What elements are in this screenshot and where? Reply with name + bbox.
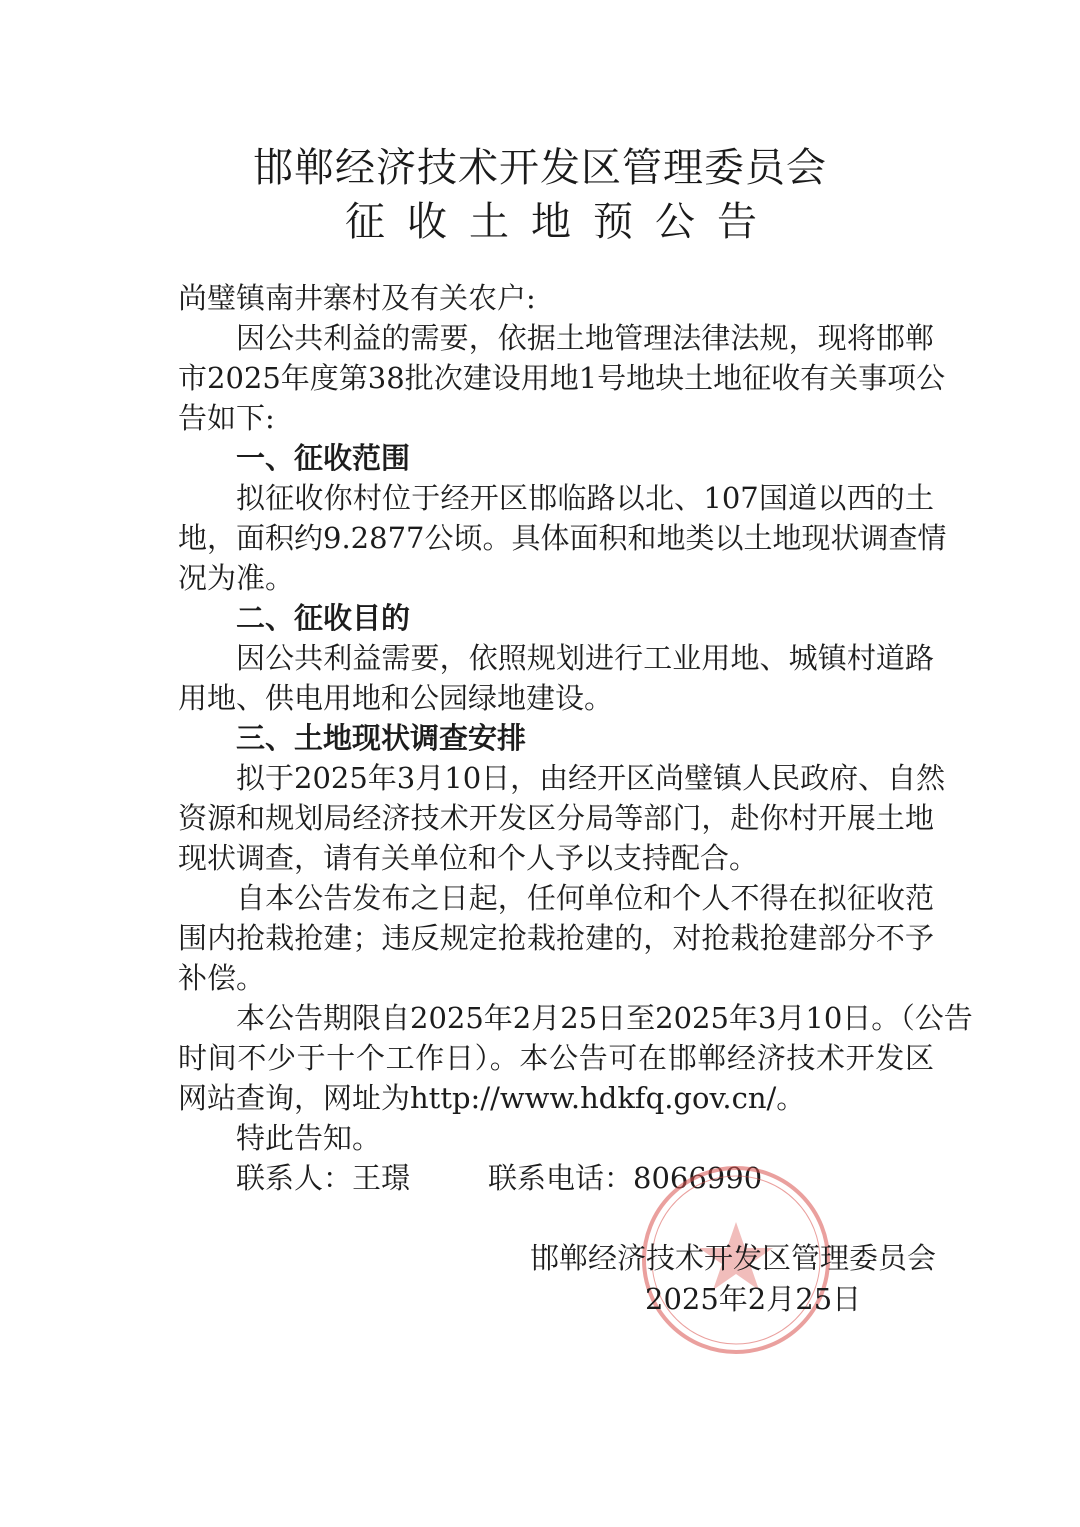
section2-line: 用地、供电用地和公园绿地建设。 [178,681,614,715]
closing-text: 特此告知。 [236,1121,382,1155]
section2-heading: 二、征收目的 [236,601,411,635]
intro-line: 告如下: [178,401,275,435]
prohibition-line: 自本公告发布之日起，任何单位和个人不得在拟征收范 [236,881,934,915]
section3-heading: 三、土地现状调查安排 [236,721,527,755]
addressee: 尚璧镇南井寨村及有关农户: [178,281,536,315]
section3-line: 拟于2025年3月10日，由经开区尚璧镇人民政府、自然 [236,761,946,795]
signature-issuer: 邯郸经济技术开发区管理委员会 [530,1241,937,1275]
prohibition-line: 围内抢栽抢建；违反规定抢栽抢建的，对抢栽抢建部分不予 [178,921,934,955]
period-line: 本公告期限自2025年2月25日至2025年3月10日。（公告 [236,1001,973,1035]
contact-person: 联系人：王璟 [236,1161,411,1195]
contact-phone: 联系电话：8066990 [488,1161,763,1195]
signature-date: 2025年2月25日 [645,1282,862,1316]
page-title-notice: 征收土地预公告 [345,199,779,245]
page-title-issuer: 邯郸经济技术开发区管理委员会 [253,145,827,191]
intro-line: 市2025年度第38批次建设用地1号地块土地征收有关事项公 [178,361,946,395]
section1-line: 拟征收你村位于经开区邯临路以北、107国道以西的土 [236,481,934,515]
section2-line: 因公共利益需要，依照规划进行工业用地、城镇村道路 [236,641,934,675]
period-line: 时间不少于十个工作日）。本公告可在邯郸经济技术开发区 [178,1041,934,1075]
section3-line: 资源和规划局经济技术开发区分局等部门，赴你村开展土地 [178,801,934,835]
section3-line: 现状调查，请有关单位和个人予以支持配合。 [178,841,759,875]
prohibition-line: 补偿。 [178,961,266,995]
intro-line: 因公共利益的需要，依据土地管理法律法规，现将邯郸 [236,321,934,355]
period-line: 网站查询，网址为http://www.hdkfq.gov.cn/。 [178,1081,806,1115]
section1-heading: 一、征收范围 [236,441,411,475]
section1-line: 地，面积约9.2877公顷。具体面积和地类以土地现状调查情 [178,521,947,555]
section1-line: 况为准。 [178,561,295,595]
